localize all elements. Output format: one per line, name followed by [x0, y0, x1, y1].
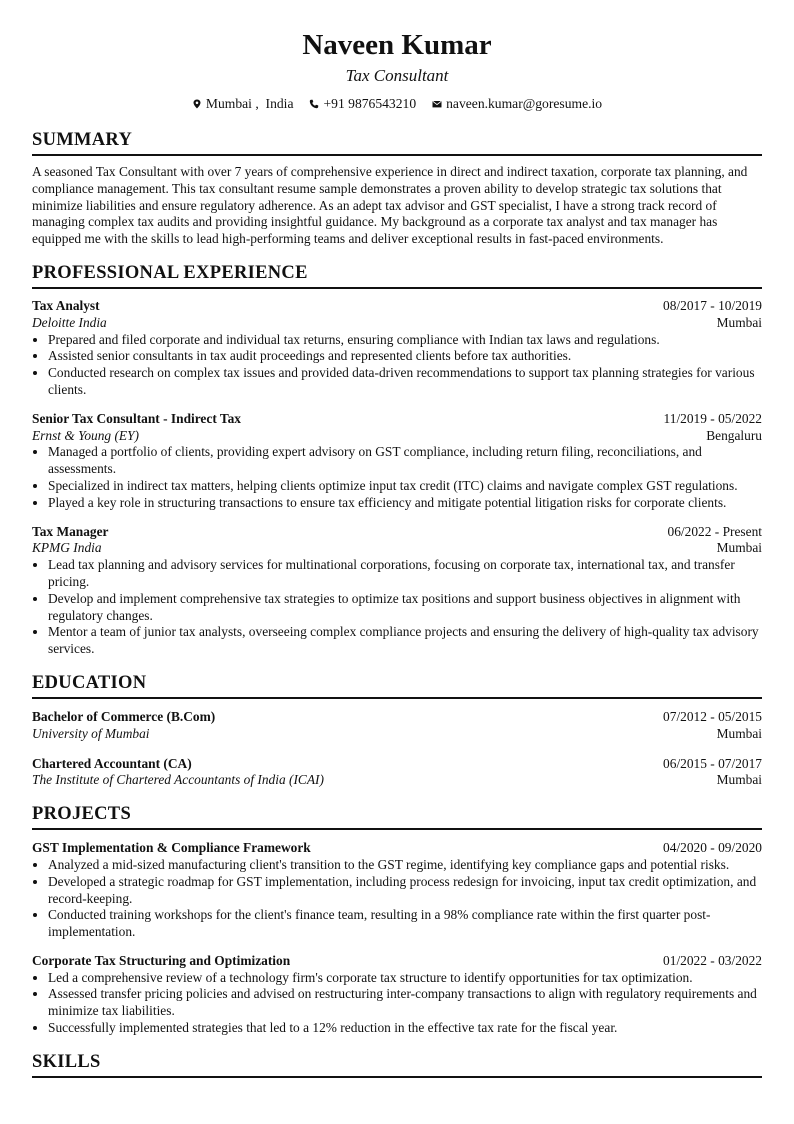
envelope-icon: [432, 99, 442, 109]
list-item: • Analyzed a mid-sized manufacturing client's transition to the GST regime, identifying key compliance gaps and potential risks.: [48, 857, 762, 874]
job-dates: 06/2022 - Present: [667, 523, 762, 539]
job-role: Tax Analyst: [32, 297, 100, 313]
skills-heading: SKILLS: [32, 1051, 762, 1078]
location-text: Mumbai , India: [205, 96, 294, 111]
list-item: • Mentor a team of junior tax analysts, overseeing complex compliance projects and ensuring the delivery of high-quality tax advisory services.: [48, 624, 762, 658]
project-entry: [32, 840, 762, 941]
education-heading: EDUCATION: [32, 672, 762, 699]
project-bullets: [32, 970, 762, 1037]
job-location: Mumbai: [716, 540, 762, 556]
job-bullets: [32, 557, 762, 658]
map-pin-icon: [192, 99, 202, 109]
project-name: Corporate Tax Structuring and Optimization: [32, 952, 291, 968]
list-item: • Develop and implement comprehensive tax strategies to optimize tax positions and support business objectives in alignment with regulatory changes.: [48, 591, 762, 625]
degree-name: Bachelor of Commerce (B.Com): [32, 708, 216, 724]
list-item: • Assessed transfer pricing policies and advised on restructuring inter-company transactions to align with regulatory requirements and minimize tax liabilities.: [48, 986, 762, 1020]
experience-section: [32, 262, 762, 658]
job-company: KPMG India: [32, 540, 102, 556]
list-item: • Specialized in indirect tax matters, helping clients optimize input tax credit (ITC) claims and navigate complex GST regulations.: [48, 478, 762, 495]
job-company: Deloitte India: [32, 314, 107, 330]
contact-email: [432, 95, 602, 113]
job-bullets: [32, 444, 762, 511]
skills-section: [32, 1051, 762, 1078]
education-section: [32, 672, 762, 789]
phone-icon: [309, 99, 319, 109]
project-entry: [32, 953, 762, 1037]
job-location: Bengaluru: [706, 427, 762, 443]
job-dates: 08/2017 - 10/2019: [663, 297, 762, 313]
projects-section: [32, 803, 762, 1037]
education-entry: [32, 709, 762, 743]
job-location: Mumbai: [716, 314, 762, 330]
education-location: Mumbai: [716, 725, 762, 741]
education-entry: [32, 756, 762, 790]
list-item: • Played a key role in structuring transactions to ensure tax efficiency and mitigate potential litigation risks for corporate clients.: [48, 495, 762, 512]
phone-text: +91 9876543210: [323, 96, 417, 111]
list-item: • Prepared and filed corporate and individual tax returns, ensuring compliance with Indian tax laws and regulations.: [48, 332, 762, 349]
job-entry: [32, 411, 762, 512]
job-bullets: [32, 332, 762, 399]
list-item: • Led a comprehensive review of a technology firm's corporate tax structure to identify opportunities for tax optimization.: [48, 970, 762, 987]
experience-heading: PROFESSIONAL EXPERIENCE: [32, 262, 762, 289]
candidate-name: Naveen Kumar: [302, 29, 492, 61]
list-item: • Developed a strategic roadmap for GST implementation, including process redesign for invoicing, input tax credit optimization, and record-keeping.: [48, 874, 762, 908]
email-link[interactable]: naveen.kumar@goresume.io: [446, 96, 603, 111]
list-item: • Successfully implemented strategies that led to a 12% reduction in the effective tax rate for the fiscal year.: [48, 1020, 762, 1037]
education-dates: 07/2012 - 05/2015: [663, 708, 762, 724]
summary-section: [32, 129, 762, 248]
job-entry: [32, 298, 762, 399]
summary-text: A seasoned Tax Consultant with over 7 years of comprehensive experience in direct and indirect taxation, corporate tax planning, and compliance management. This tax consultant resume sample demonstrates a proven ability to develop strategic tax solutions that minimize liabilities and ensure regulatory adherence. As an adept tax advisor and GST specialist, I have a strong track record of managing complex tax audits and providing insightful guidance. My background as a corporate tax analyst and tax manager has equipped me with the skills to lead high-performing teams and deliver exceptional results in fast-paced environments.: [32, 164, 748, 247]
project-dates: 01/2022 - 03/2022: [663, 952, 762, 968]
project-name: GST Implementation & Compliance Framework: [32, 840, 311, 856]
list-item: • Managed a portfolio of clients, providing expert advisory on GST compliance, including return filing, reconciliations, and assessments.: [48, 444, 762, 478]
projects-heading: PROJECTS: [32, 803, 762, 830]
education-dates: 06/2015 - 07/2017: [663, 755, 762, 771]
contact-bar: [32, 95, 762, 113]
contact-phone: [309, 95, 416, 113]
job-role: Tax Manager: [32, 523, 109, 539]
school-name: University of Mumbai: [32, 725, 150, 741]
job-role: Senior Tax Consultant - Indirect Tax: [32, 410, 241, 426]
list-item: • Assisted senior consultants in tax audit proceedings and represented clients before tax authorities.: [48, 348, 762, 365]
education-location: Mumbai: [716, 772, 762, 788]
job-dates: 11/2019 - 05/2022: [663, 410, 762, 426]
list-item: • Conducted training workshops for the client's finance team, resulting in a 98% compliance rate within the first quarter post-implementation.: [48, 907, 762, 941]
contact-location: [192, 95, 294, 113]
list-item: • Conducted research on complex tax issues and provided data-driven recommendations to support tax planning strategies for various clients.: [48, 365, 762, 399]
job-company: Ernst & Young (EY): [32, 427, 140, 443]
list-item: • Lead tax planning and advisory services for multinational corporations, focusing on corporate tax, international tax, and transfer pricing.: [48, 557, 762, 591]
candidate-title: Tax Consultant: [345, 66, 449, 85]
project-dates: 04/2020 - 09/2020: [663, 840, 762, 856]
degree-name: Chartered Accountant (CA): [32, 755, 192, 771]
project-bullets: [32, 857, 762, 941]
summary-heading: SUMMARY: [32, 129, 762, 156]
job-entry: [32, 524, 762, 658]
school-name: The Institute of Chartered Accountants of India (ICAI): [32, 772, 324, 788]
